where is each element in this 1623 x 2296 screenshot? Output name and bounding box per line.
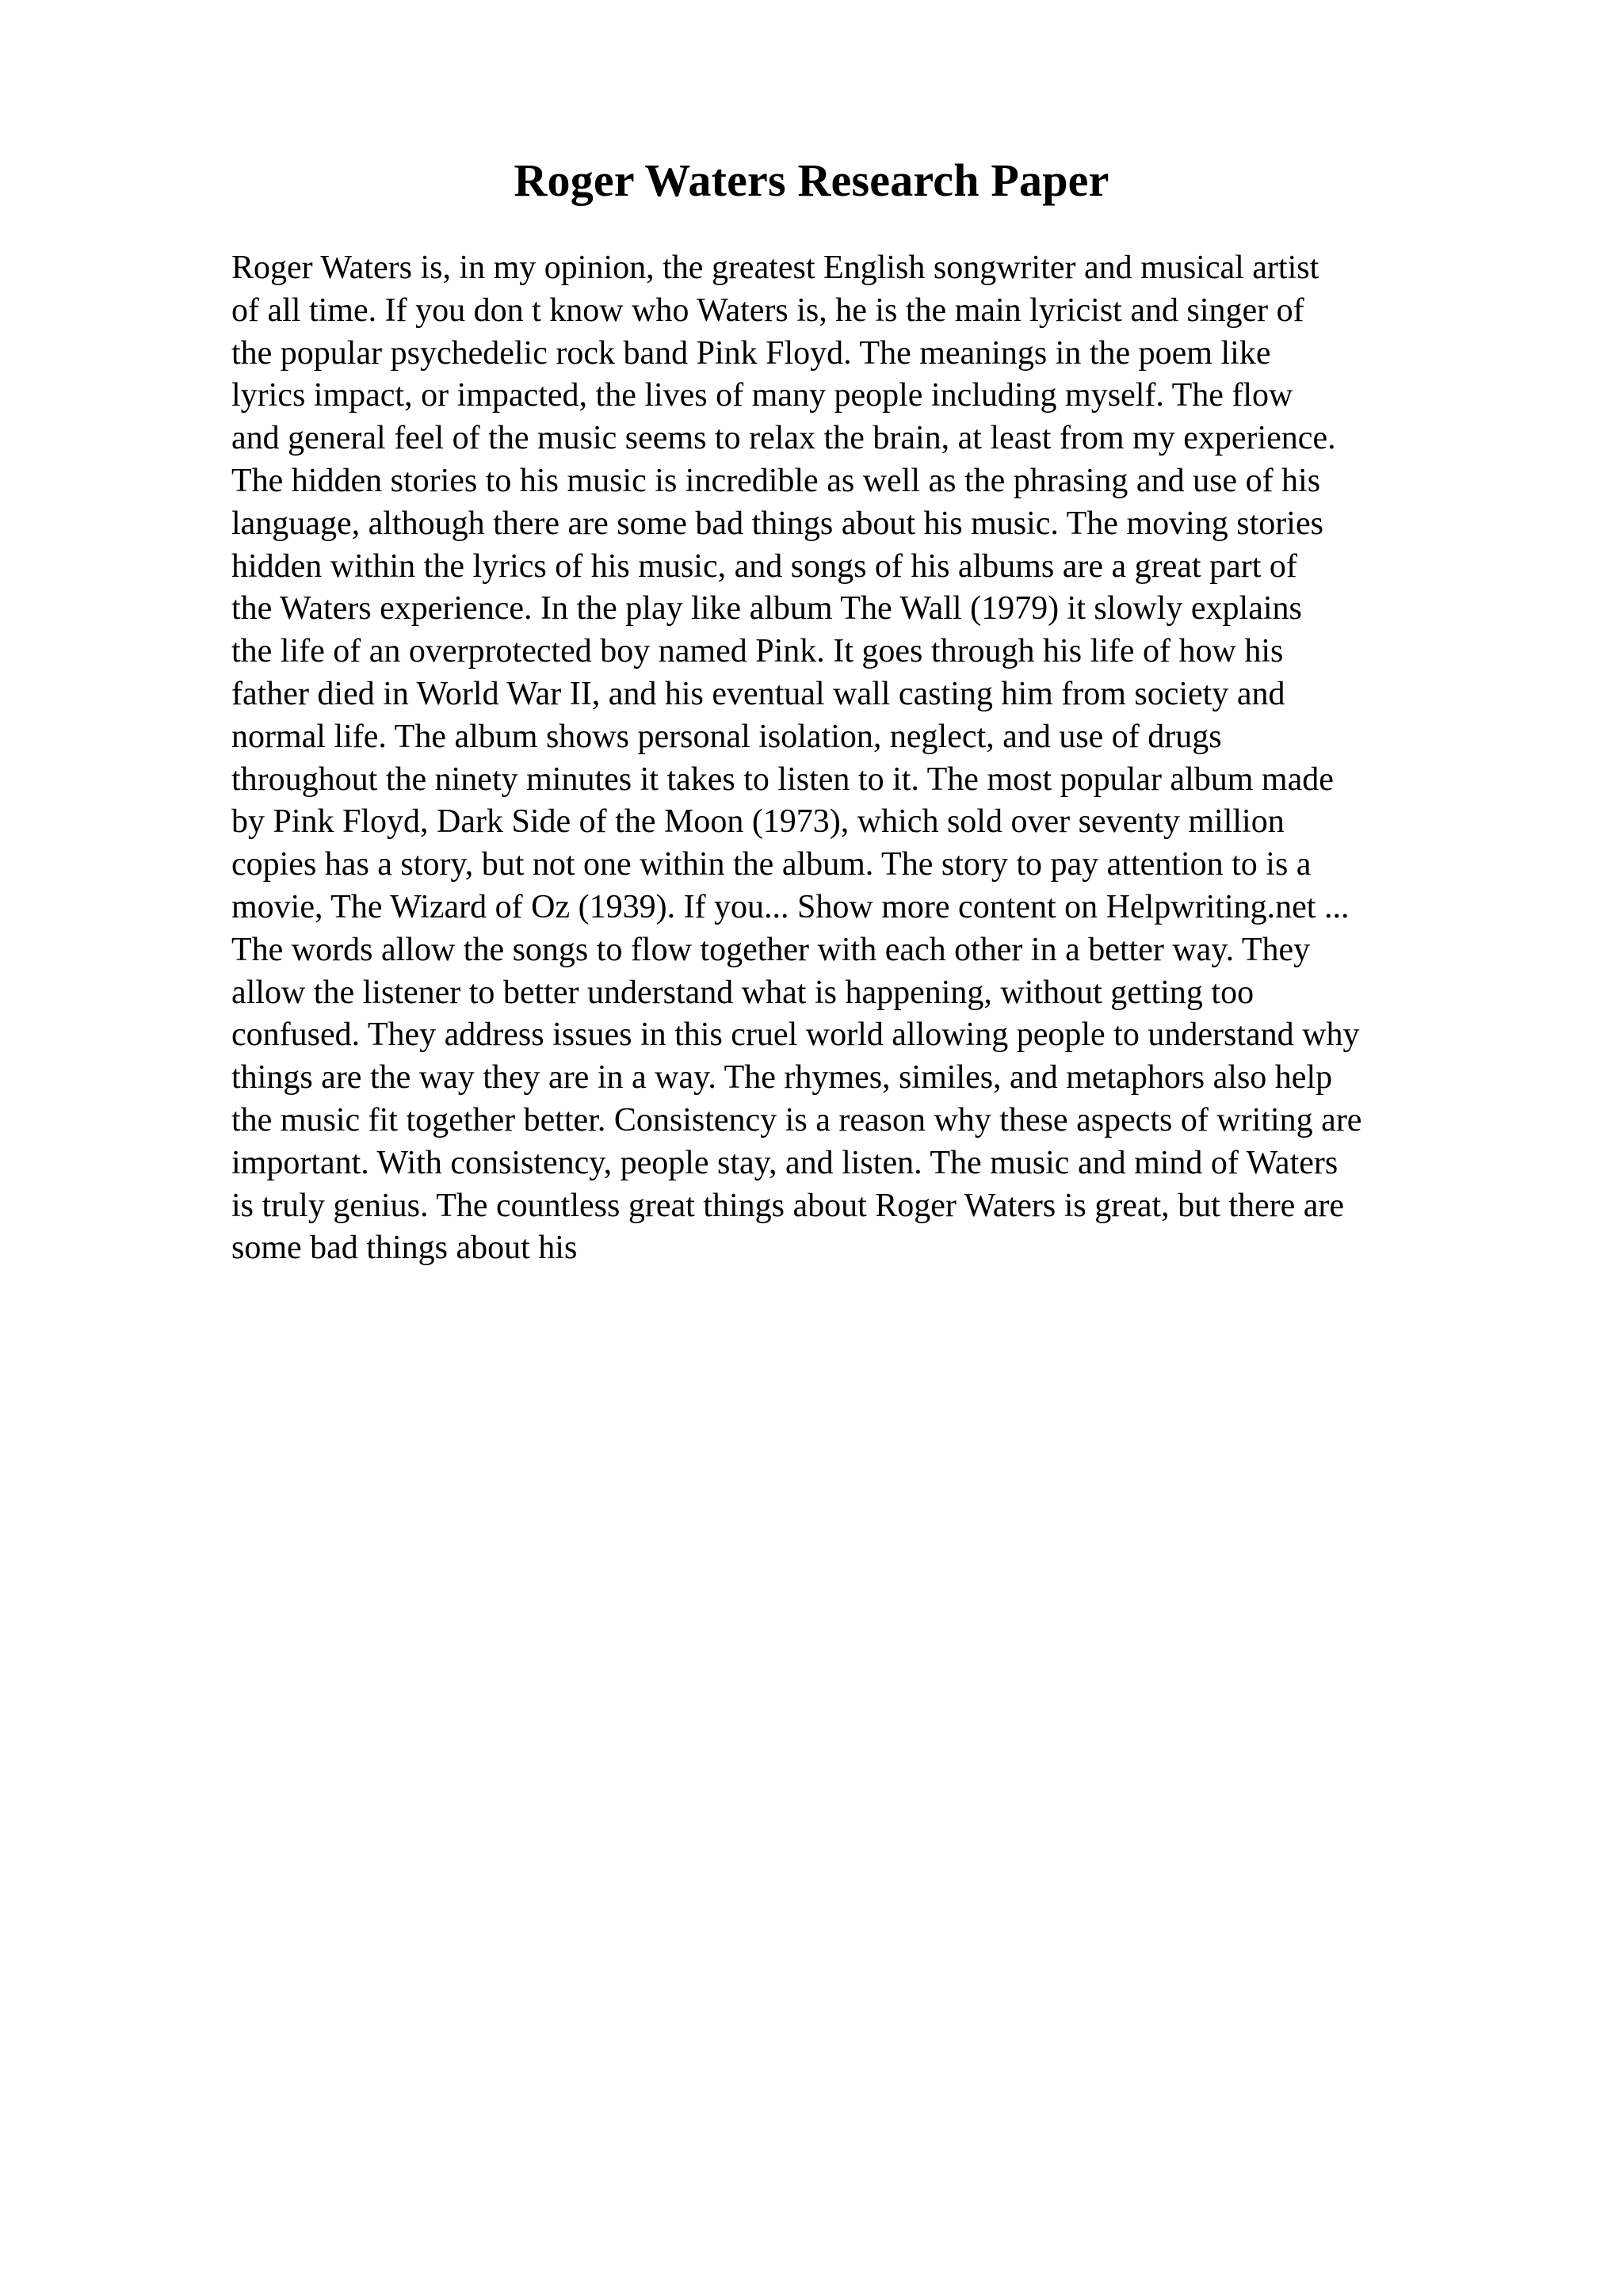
body-line: language, although there are some bad things about his music. The moving stories [231, 505, 1323, 542]
body-line: things are the way they are in a way. The rhymes, similes, and metaphors also help [231, 1059, 1333, 1097]
body-line: lyrics impact, or impacted, the lives of many people including myself. The flow [231, 377, 1293, 414]
body-line: the music fit together better. Consistency is a reason why these aspects of writing are [231, 1101, 1362, 1138]
body-line: throughout the ninety minutes it takes to listen to it. The most popular album made [231, 761, 1334, 798]
body-line: important. With consistency, people stay, and listen. The music and mind of Waters [231, 1144, 1338, 1181]
body-line: the popular psychedelic rock band Pink Floyd. The meanings in the poem like [231, 334, 1271, 372]
body-line: by Pink Floyd, Dark Side of the Moon (1973), which sold over seventy million [231, 803, 1285, 841]
body-line: some bad things about his [231, 1230, 578, 1267]
document-body [231, 247, 1499, 1270]
body-line: allow the listener to better understand what is happening, without getting too [231, 974, 1254, 1011]
body-line: The hidden stories to his music is incredible as well as the phrasing and use of his [231, 462, 1321, 499]
body-line: Roger Waters is, in my opinion, the greatest English songwriter and musical artist [231, 250, 1319, 286]
body-line: hidden within the lyrics of his music, and songs of his albums are a great part of [231, 547, 1297, 585]
document-title: Roger Waters Research Paper [514, 154, 1109, 206]
body-line: father died in World War II, and his eventual wall casting him from society and [231, 675, 1285, 712]
body-line: normal life. The album shows personal isolation, neglect, and use of drugs [231, 718, 1222, 755]
body-line: The words allow the songs to flow together with each other in a better way. They [231, 931, 1311, 968]
body-line: the Waters experience. In the play like album The Wall (1979) it slowly explains [231, 590, 1302, 627]
body-line: is truly genius. The countless great things about Roger Waters is great, but there are [231, 1187, 1345, 1224]
body-line: the life of an overprotected boy named Pink. It goes through his life of how his [231, 633, 1284, 670]
body-line: confused. They address issues in this cruel world allowing people to understand why [231, 1016, 1360, 1054]
body-line: and general feel of the music seems to relax the brain, at least from my experience. [231, 420, 1336, 457]
body-line: copies has a story, but not one within the album. The story to pay attention to is a [231, 846, 1312, 883]
body-line: of all time. If you don t know who Waters is, he is the main lyricist and singer of [231, 292, 1304, 329]
body-line: movie, The Wizard of Oz (1939). If you... Show more content on Helpwriting.net ... [231, 888, 1350, 925]
